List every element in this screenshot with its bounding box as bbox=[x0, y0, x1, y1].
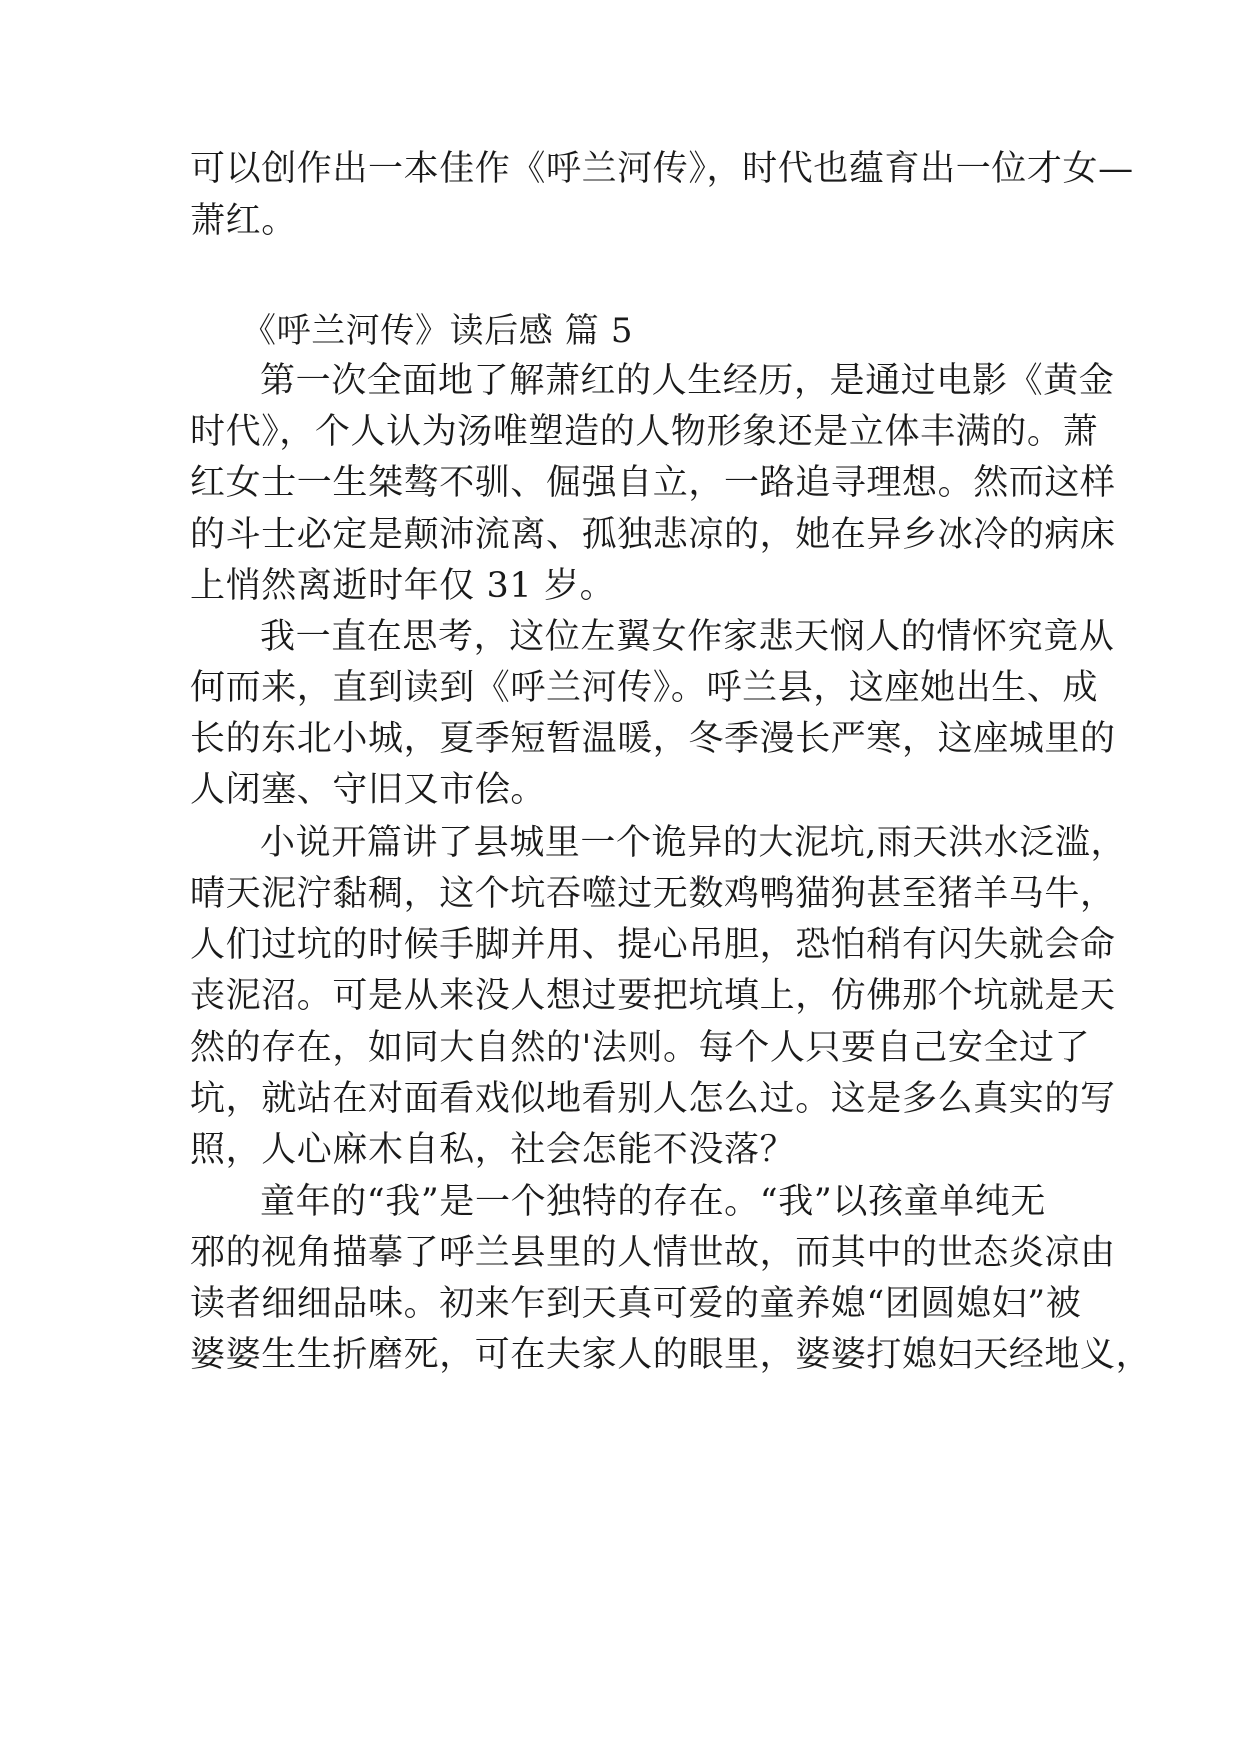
text-line: 邪的视角描摹了呼兰县里的人情世故，而其中的世态炎凉由 bbox=[190, 1233, 1116, 1273]
text-line: 第一次全面地了解萧红的人生经历，是通过电影《黄金 bbox=[260, 361, 1115, 401]
text-line: 时代》，个人认为汤唯塑造的人物形象还是立体丰满的。萧 bbox=[190, 412, 1099, 452]
text-line: 人闭塞、守旧又市侩。 bbox=[190, 770, 547, 810]
text-line: 何而来，直到读到《呼兰河传》。呼兰县，这座她出生、成 bbox=[190, 668, 1099, 708]
text-line: 照，人心麻木自私，社会怎能不没落？ bbox=[190, 1130, 796, 1170]
text-line: 可以创作出一本佳作《呼兰河传》，时代也蕴育出一位才女— bbox=[190, 149, 1134, 189]
text-line: 小说开篇讲了县城里一个诡异的大泥坑,雨天洪水泛滥， bbox=[260, 823, 1127, 863]
text-line: 长的东北小城，夏季短暂温暖，冬季漫长严寒，这座城里的 bbox=[190, 719, 1116, 759]
text-line: 人们过坑的时候手脚并用、提心吊胆，恐怕稍有闪失就会命 bbox=[190, 925, 1116, 965]
text-line: 读者细细品味。初来乍到天真可爱的童养媳“团圆媳妇”被 bbox=[190, 1284, 1082, 1324]
text-line: 我一直在思考，这位左翼女作家悲天悯人的情怀究竟从 bbox=[260, 617, 1115, 657]
text-line: 晴天泥泞黏稠，这个坑吞噬过无数鸡鸭猫狗甚至猪羊马牛， bbox=[190, 874, 1116, 914]
text-line: 婆婆生生折磨死，可在夫家人的眼里，婆婆打媳妇天经地义， bbox=[190, 1335, 1152, 1375]
text-line: 上悄然离逝时年仅 31 岁。 bbox=[190, 566, 616, 606]
text-line: 的斗士必定是颠沛流离、孤独悲凉的，她在异乡冰冷的病床 bbox=[190, 515, 1116, 555]
text-line: 萧红。 bbox=[190, 201, 297, 241]
text-line: 坑，就站在对面看戏似地看别人怎么过。这是多么真实的写 bbox=[190, 1079, 1116, 1119]
text-line: 然的存在，如同大自然的'法则。每个人只要自己安全过了 bbox=[190, 1028, 1091, 1068]
text-line: 童年的“我”是一个独特的存在。“我”以孩童单纯无 bbox=[260, 1182, 1046, 1222]
text-line: 丧泥沼。可是从来没人想过要把坑填上，仿佛那个坑就是天 bbox=[190, 976, 1116, 1016]
section-heading: 《呼兰河传》读后感 篇 5 bbox=[242, 311, 634, 351]
text-line: 红女士一生桀骜不驯、倔强自立，一路追寻理想。然而这样 bbox=[190, 463, 1116, 503]
